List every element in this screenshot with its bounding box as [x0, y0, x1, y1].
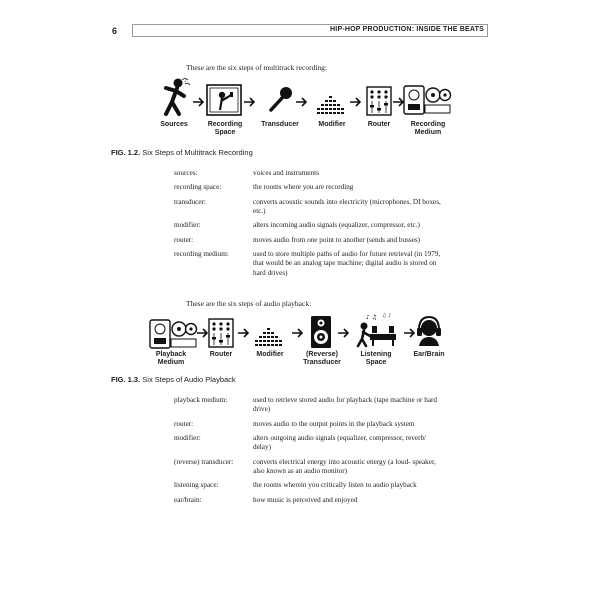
step-label: Router: [367, 121, 391, 128]
step-label: Transducer: [261, 121, 299, 128]
arrow-icon: [338, 328, 350, 338]
step-label: Recording Medium: [410, 121, 446, 136]
definition: used to store multiple paths of audio for future retrieval (in 1979, that would be an analog tape machine; digital audio is stored on hard drives): [253, 250, 441, 277]
caption-number: FIG. 1.3.: [111, 375, 141, 384]
arrow-icon: [404, 328, 416, 338]
definition: the rooms wherein you critically listen to audio playback: [253, 481, 417, 490]
step-label: Sources: [160, 121, 188, 128]
term: modifier:: [174, 221, 201, 230]
headphones-icon: [415, 315, 443, 347]
definition-row: [174, 396, 441, 420]
caption-text: Six Steps of Multitrack Recording: [142, 148, 253, 157]
fig2-definitions: [174, 396, 441, 510]
definition: moves audio to the output points in the playback system: [253, 419, 415, 428]
fig2-intro: These are the six steps of audio playback:: [186, 299, 312, 308]
term: transducer:: [174, 197, 206, 206]
term: ear/brain:: [174, 495, 202, 504]
svg-text:♪: ♪: [184, 78, 188, 84]
term: router:: [174, 235, 194, 244]
running-title: HIP-HOP PRODUCTION: INSIDE THE BEATS: [330, 26, 484, 33]
page-number: 6: [112, 26, 118, 36]
term: (reverse) transducer:: [174, 457, 234, 466]
term: recording medium:: [174, 250, 229, 259]
arrow-icon: [197, 328, 209, 338]
term: router:: [174, 419, 194, 428]
step-label: Modifier: [318, 121, 346, 128]
definition: used to retrieve stored audio for playback (tape machine or hard drive): [253, 396, 438, 414]
definition-row: [174, 496, 441, 510]
equalizer-icon: [254, 326, 286, 348]
term: modifier:: [174, 433, 201, 442]
definition: moves audio from one point to another (sends and busses): [253, 235, 421, 244]
definition-row: [174, 458, 441, 482]
definition: converts acoustic sounds into electricity (microphones, DI boxes, etc.): [253, 197, 441, 215]
arrow-icon: [292, 328, 304, 338]
definition: alters incoming audio signals (equalizer, compressor, etc.): [253, 221, 420, 230]
mixer-icon: [208, 318, 234, 348]
definition: how music is perceived and enjoyed: [253, 495, 358, 504]
definition-row: [174, 420, 441, 434]
tape-machine-icon: [149, 318, 197, 350]
fig2-caption: [111, 375, 236, 384]
speaker-icon: [310, 315, 332, 349]
step-label: Modifier: [256, 351, 284, 358]
caption-text: Six Steps of Audio Playback: [142, 375, 236, 384]
definition: the rooms where you are recording: [253, 183, 354, 192]
definition-row: [174, 434, 441, 458]
term: sources:: [174, 169, 198, 177]
step-label: Recording Space: [207, 121, 243, 136]
definition-row: [174, 481, 441, 495]
svg-text:♫ ♪: ♫ ♪: [382, 313, 392, 319]
step-label: Router: [209, 351, 233, 358]
term: recording space:: [174, 183, 222, 192]
arrow-icon: [238, 328, 250, 338]
caption-number: FIG. 1.2.: [111, 148, 141, 157]
step-label: Listening Space: [360, 351, 392, 366]
studio-room-icon: [352, 312, 402, 348]
definition: voices and instruments: [253, 169, 319, 177]
svg-text:♪ ♫: ♪ ♫: [366, 314, 378, 321]
definition: alters outgoing audio signals (equalizer, compressor, reverb/ delay): [253, 433, 427, 452]
step-label: Playback Medium: [155, 351, 187, 366]
definition: converts electrical energy into acoustic energy (a loud- speaker, also known as an audio monitor): [253, 457, 436, 475]
step-label: (Reverse) Transducer: [303, 351, 341, 366]
fig1-intro: These are the six steps of multitrack recording:: [186, 63, 327, 72]
step-label: Ear/Brain: [413, 351, 445, 358]
term: listening space:: [174, 481, 219, 490]
term: playback medium:: [174, 396, 228, 404]
